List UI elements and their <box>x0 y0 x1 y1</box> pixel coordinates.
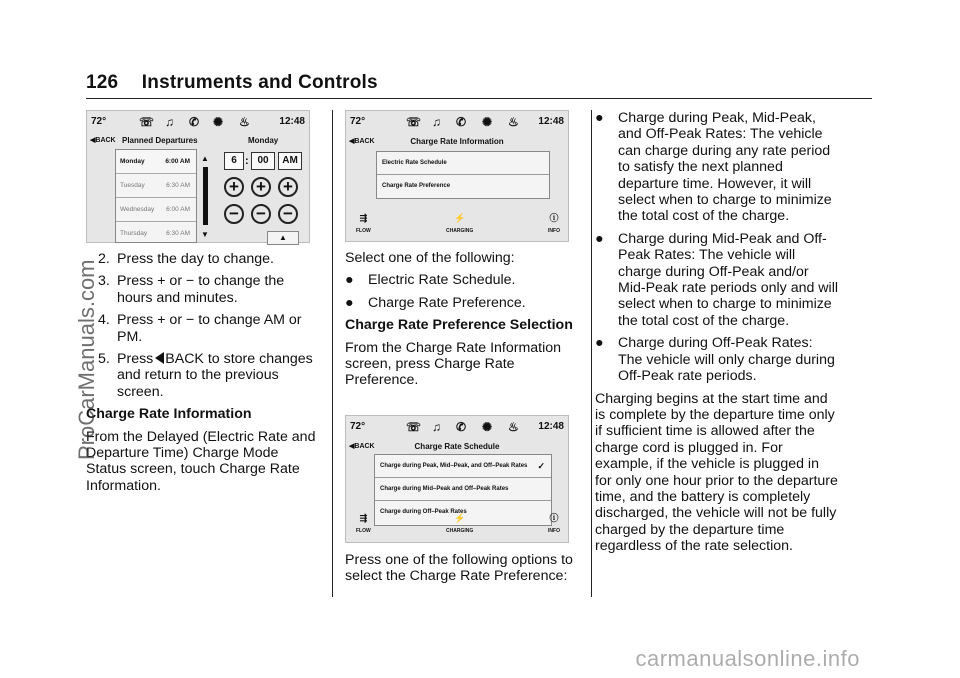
energy-icon: ♨ <box>508 419 519 434</box>
day-row[interactable]: Tuesday 6:30 AM <box>116 174 196 198</box>
clock-readout: 12:48 <box>538 116 564 127</box>
energy-icon: ♨ <box>239 115 250 129</box>
header-rule <box>86 98 872 99</box>
phone-icon: ☏ <box>139 115 155 129</box>
step-item: 4. Press + or − to change AM or PM. <box>98 312 302 345</box>
temperature-readout: 72° <box>91 116 107 127</box>
side-watermark: ProCarManuals.com <box>74 259 99 460</box>
flow-icon: ⇶ <box>359 212 368 223</box>
paragraph: Select one of the following: <box>345 250 515 266</box>
phone-icon: ☏ <box>406 419 422 434</box>
column-3 <box>595 110 839 561</box>
bullet-item: ● Charge during Peak, Mid-Peak, and Off-Peak Rates: The vehicle can charge during any rate period to satisfy the next planned departure time. However, it will select when to charge to minimize the total cost of the charge. <box>595 110 832 225</box>
temperature-readout: 72° <box>350 116 366 127</box>
minute-field[interactable]: 00 <box>251 152 275 170</box>
option-charge-rate-preference[interactable]: Charge Rate Preference <box>382 183 451 189</box>
column-1 <box>86 110 322 500</box>
option-off-peak[interactable]: Charge during Off–Peak Rates <box>380 508 467 515</box>
paragraph: From the Charge Rate Information screen, press Charge Rate Preference. <box>345 339 562 389</box>
hour-minus-button[interactable]: − <box>224 204 244 224</box>
day-row[interactable]: Thursday 6:30 AM <box>120 230 190 237</box>
title-bar <box>90 133 306 145</box>
day-list <box>115 149 197 243</box>
bullet-item: ● Charge during Mid-Peak and Off-Peak Rates: The vehicle will charge during Off-Peak and/or Mid-Peak rate periods only and will select when to charge to minimize the total cost of the charge. <box>595 230 839 329</box>
audio-icon: ♫ <box>165 115 174 129</box>
ampm-plus-button[interactable]: + <box>278 177 298 197</box>
audio-icon: ♫ <box>432 419 441 434</box>
screen-title: Charge Rate Schedule <box>414 441 500 451</box>
screen-title: Planned Departures <box>122 136 198 145</box>
info-icon: ⓘ <box>549 212 559 223</box>
nav-icon: ✆ <box>456 115 467 129</box>
column-divider <box>332 110 333 597</box>
settings-icon: ✺ <box>482 419 493 434</box>
paragraph: Charging begins at the start time and is complete by the departure time only if sufficient time is allowed after the charge cord is plugged in. For example, if the vehicle is plugged in for only one hour prior to the departure time, and the battery is completely discharged, the vehicle will not be fully charged by the departure time regardless of the rate selection. <box>595 390 838 555</box>
step-item: 5. Press BACK to store changes and return to the previous screen. <box>98 351 313 400</box>
energy-icon: ♨ <box>508 115 519 129</box>
clock-readout: 12:48 <box>279 116 305 127</box>
back-triangle-icon <box>155 352 164 364</box>
footer-info-button[interactable]: ⓘ INFO <box>548 513 560 535</box>
bullet-item: ● Charge Rate Preference. <box>345 294 526 311</box>
title-bar <box>349 439 565 451</box>
option-electric-rate-schedule[interactable]: Electric Rate Schedule <box>377 152 549 175</box>
option-list <box>376 151 550 199</box>
check-icon: ✓ <box>537 460 545 471</box>
page-header <box>86 72 378 94</box>
figure-charge-rate-schedule <box>345 415 569 543</box>
step-item: 3. Press + or − to change the hours and minutes. <box>98 273 285 306</box>
nav-icon: ✆ <box>189 115 200 129</box>
section-heading: Charge Rate Information <box>86 406 252 423</box>
figure-planned-departures <box>86 110 310 243</box>
info-icon: ⓘ <box>549 513 559 524</box>
page-number: 126 <box>86 72 119 93</box>
ampm-field[interactable]: AM <box>278 152 302 170</box>
column-divider <box>591 110 592 597</box>
time-colon: : <box>245 155 249 167</box>
scroll-up-icon[interactable]: ▲ <box>201 154 209 163</box>
scroll-down-icon[interactable]: ▼ <box>201 230 209 239</box>
day-row[interactable]: Monday 6:00 AM <box>116 150 196 174</box>
settings-icon: ✺ <box>482 115 493 129</box>
plug-icon: ⚡ <box>454 513 466 524</box>
section-heading: Charge Rate Preference Selection <box>345 317 573 334</box>
audio-icon: ♫ <box>432 115 441 129</box>
ampm-minus-button[interactable]: − <box>278 204 298 224</box>
step-item: 2. Press the day to change. <box>98 251 274 267</box>
clock-readout: 12:48 <box>538 420 564 432</box>
section-title: Instruments and Controls <box>141 72 378 93</box>
flow-icon: ⇶ <box>359 513 368 524</box>
title-bar <box>349 134 565 146</box>
triangle-up-icon: ▲ <box>279 233 287 242</box>
plug-icon: ⚡ <box>454 212 466 223</box>
back-button[interactable]: ◀BACK <box>90 137 116 144</box>
day-row[interactable]: Wednesday 6:00 AM <box>116 198 196 222</box>
bullet-item: ● Electric Rate Schedule. <box>345 272 516 289</box>
screen-title: Charge Rate Information <box>410 137 504 146</box>
bullet-item: ● Charge during Off-Peak Rates: The vehicle will only charge during Off-Peak rate periods. <box>595 335 835 385</box>
temperature-readout: 72° <box>350 420 366 432</box>
paragraph: From the Delayed (Electric Rate and Departure Time) Charge Mode Status screen, touch Charge Rate Information. <box>86 428 316 494</box>
footer-flow-button[interactable]: ⇶ FLOW <box>356 212 371 234</box>
option-mid-off[interactable]: Charge during Mid–Peak and Off–Peak Rates <box>375 478 551 501</box>
bottom-watermark: carmanualsonline.info <box>635 646 860 671</box>
paragraph: Press one of the following options to select the Charge Rate Preference: <box>345 551 573 585</box>
back-button[interactable]: ◀BACK <box>349 442 375 450</box>
nav-icon: ✆ <box>456 419 467 434</box>
footer-flow-button[interactable]: ⇶ FLOW <box>356 513 371 535</box>
page-up-button[interactable] <box>267 231 299 245</box>
column-2 <box>345 110 581 591</box>
minute-minus-button[interactable]: − <box>251 204 271 224</box>
hour-field[interactable]: 6 <box>224 152 244 170</box>
footer-info-button[interactable]: ⓘ INFO <box>548 212 560 234</box>
hour-plus-button[interactable]: + <box>224 177 244 197</box>
back-button[interactable]: ◀BACK <box>349 138 375 145</box>
settings-icon: ✺ <box>213 115 224 129</box>
day-label: Monday <box>248 136 279 145</box>
footer-charging-button[interactable]: ⚡ CHARGING <box>446 212 474 234</box>
steps-list <box>86 251 322 400</box>
scrollbar[interactable] <box>203 167 208 225</box>
option-peak-mid-off[interactable]: Charge during Peak, Mid–Peak, and Off–Peak Rates ✓ <box>375 455 551 478</box>
footer-charging-button[interactable]: ⚡ CHARGING <box>446 513 474 535</box>
figure-charge-rate-information <box>345 110 569 242</box>
phone-icon: ☏ <box>406 115 422 129</box>
minute-plus-button[interactable]: + <box>251 177 271 197</box>
